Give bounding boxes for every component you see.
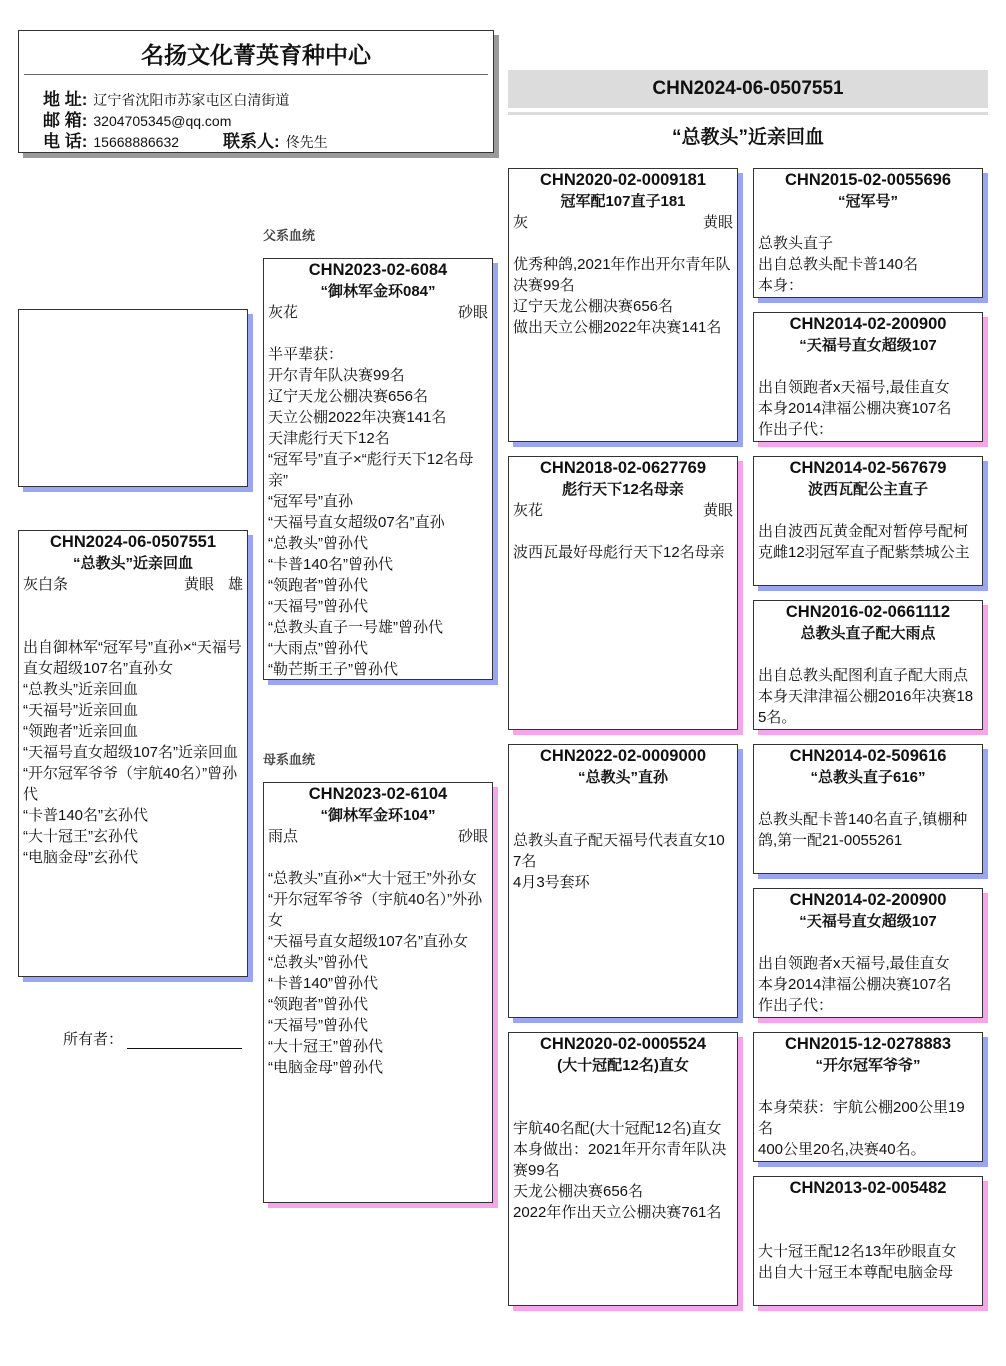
note-line: 出自总教头配卡普140名 <box>758 256 919 273</box>
note-line: “总教头”曾孙代 <box>268 954 368 971</box>
pigeon-name: 波西瓦配公主直子 <box>807 481 928 498</box>
pigeon-name <box>758 1199 978 1220</box>
note-line: 出自领跑者x天福号,最佳直女 <box>758 955 950 972</box>
pigeon-card-sds <box>753 456 983 586</box>
note-line: 辽宁天龙公棚决赛656名 <box>513 298 674 315</box>
note-line: 大十冠王配12名13年砂眼直女 <box>758 1243 957 1260</box>
ring-number: CHN2014-02-200900 <box>789 891 947 909</box>
breeder-info-card <box>18 30 494 153</box>
phone-row <box>43 127 328 152</box>
note-line: 做出天立公棚2022年决赛141名 <box>513 319 722 336</box>
pigeon-card-dam <box>263 782 493 1203</box>
color-eye-row <box>758 212 978 233</box>
eye-sex <box>444 302 488 323</box>
spacer <box>23 616 243 637</box>
note-line: “领跑者”近亲回血 <box>23 723 138 740</box>
note-line: 出自御林军“冠军号”直孙×“天福号直女超级107名”直孙女 <box>23 639 242 677</box>
spacer <box>268 323 488 344</box>
pigeon-card-sire <box>263 258 493 680</box>
note-line: 出自总教头配图利直子配大雨点本身天津津福公棚2016年决赛185名。 <box>758 667 974 726</box>
pigeon-name: “总教头”直孙 <box>577 769 668 786</box>
divider <box>508 112 988 115</box>
owner-blank-line <box>127 1032 242 1049</box>
feather-color: 雨点 <box>268 828 299 845</box>
pigeon-name: “总教头”近亲回血 <box>72 555 193 572</box>
ring-number: CHN2015-02-0055696 <box>784 171 952 189</box>
note-line: “电脑金母”曾孙代 <box>268 1059 383 1076</box>
breeder-name: 名扬文化菁英育种中心 <box>141 42 371 68</box>
pigeon-card-ss <box>508 168 738 442</box>
pigeon-name: 冠军配107直子181 <box>560 193 686 210</box>
note-line: 天龙公棚决赛656名 <box>513 1183 644 1200</box>
pigeon-card-sd <box>508 456 738 730</box>
note-line: 出自大十冠王本尊配电脑金母 <box>758 1264 954 1281</box>
spacer <box>23 595 243 616</box>
note-line: 400公里20名,决赛40名。 <box>758 1141 926 1158</box>
note-line: “天福号直女超级07名”直孙 <box>268 514 445 531</box>
eye-sex <box>719 788 733 809</box>
color-eye-row <box>758 788 978 809</box>
divider <box>24 74 488 75</box>
ring-number: CHN2023-02-6104 <box>308 785 448 803</box>
pigeon-name: “开尔冠军爷爷” <box>815 1057 921 1074</box>
eye-type: 黄眼 <box>183 576 214 593</box>
note-line: “总教头”近亲回血 <box>23 681 138 698</box>
owner-label: 所有者： <box>63 1031 124 1048</box>
note-line: 作出子代： <box>758 997 834 1014</box>
color-eye-row <box>758 500 978 521</box>
color-eye-row <box>513 1076 733 1097</box>
note-line: 出自波西瓦黄金配对暂停号配柯克雌12羽冠军直子配紫禁城公主 <box>758 523 970 561</box>
pigeon-name: 总教头直子配大雨点 <box>800 625 936 642</box>
email-value: 3204705345@qq.com <box>93 113 232 129</box>
feather-color: 灰花 <box>268 304 299 321</box>
eye-type: 砂眼 <box>457 828 488 845</box>
color-eye-row <box>758 932 978 953</box>
note-line: 2022年作出天立公棚决赛761名 <box>513 1204 722 1221</box>
address-label: 地 址: <box>43 90 88 109</box>
pigeon-card-ddd <box>753 1176 983 1306</box>
color-eye-row <box>513 788 733 809</box>
feather-color: 灰花 <box>513 502 544 519</box>
color-eye-row <box>268 826 488 847</box>
note-line: “电脑金母”玄孙代 <box>23 849 138 866</box>
note-line: 作出子代： <box>758 421 834 438</box>
color-eye-row <box>513 500 733 521</box>
note-line: 总教头直子配天福号代表直女107名 <box>513 832 725 870</box>
photo-placeholder <box>18 309 248 487</box>
pigeon-name: “冠军号” <box>837 193 898 210</box>
subject-name-title: “总教头”近亲回血 <box>671 127 824 148</box>
note-line: 半平辈获： <box>268 346 344 363</box>
spacer <box>513 1097 733 1118</box>
eye-type: 黄眼 <box>702 502 733 519</box>
eye-sex <box>689 212 733 233</box>
note-line: “开尔冠军爷爷（宇航40名）”外孙女 <box>268 891 483 929</box>
note-line: 总教头直子 <box>758 235 834 252</box>
pigeon-name: 彪行天下12名母亲 <box>562 481 684 498</box>
subject-ring-banner: CHN2024-06-0507551 <box>508 70 988 108</box>
ring-number: CHN2015-12-0278883 <box>784 1035 952 1053</box>
note-line: “天福号”曾孙代 <box>268 598 368 615</box>
note-line: “领跑者”曾孙代 <box>268 577 368 594</box>
spacer <box>268 847 488 868</box>
phone-value: 15668886632 <box>93 134 180 150</box>
note-line: “天福号直女超级107名”近亲回血 <box>23 744 239 761</box>
pigeon-name: “御林军金环104” <box>320 807 436 824</box>
note-line: “开尔冠军爷爷（宇航40名）”曾孙代 <box>23 765 238 803</box>
contact-value: 佟先生 <box>285 134 328 150</box>
eye-type: 砂眼 <box>457 304 488 321</box>
note-line: “卡普140”曾孙代 <box>268 975 379 992</box>
note-line: 开尔青年队决赛99名 <box>268 367 405 384</box>
email-label: 邮 箱: <box>43 111 88 130</box>
note-line: “总教头直子一号雄”曾孙代 <box>268 619 443 636</box>
spacer <box>513 809 733 830</box>
eye-sex <box>170 574 243 595</box>
color-eye-row <box>513 212 733 233</box>
feather-color: 灰 <box>513 214 529 231</box>
pigeon-name: “天福号直女超级107 <box>799 913 937 930</box>
ring-number: CHN2023-02-6084 <box>308 261 448 279</box>
owner-field <box>63 1028 242 1049</box>
note-line: “总教头”曾孙代 <box>268 535 368 552</box>
pigeon-name: “总教头直子616” <box>810 769 926 786</box>
note-line: “冠军号”直孙 <box>268 493 353 510</box>
eye-sex <box>444 826 488 847</box>
note-line: “大十冠王”玄孙代 <box>23 828 138 845</box>
spacer <box>513 521 733 542</box>
note-line: 优秀种鸽,2021年作出开尔青年队决赛99名 <box>513 256 731 294</box>
pigeon-card-dds <box>753 1032 983 1162</box>
note-line: “卡普140名”曾孙代 <box>268 556 394 573</box>
note-line: 本身做出：2021年开尔青年队决赛99名 <box>513 1141 727 1179</box>
spacer <box>513 233 733 254</box>
note-line: 辽宁天龙公棚决赛656名 <box>268 388 429 405</box>
feather-color: 灰白条 <box>23 576 69 593</box>
note-line: “天福号”曾孙代 <box>268 1017 368 1034</box>
sire-line-label: 父系血统 <box>263 228 316 243</box>
pigeon-card-subject <box>18 530 248 977</box>
pigeon-card-ssd <box>753 312 983 442</box>
ring-number: CHN2018-02-0627769 <box>539 459 707 477</box>
note-line: “领跑者”曾孙代 <box>268 996 368 1013</box>
note-line: 本身： <box>758 277 804 294</box>
ring-number: CHN2022-02-0009000 <box>539 747 707 765</box>
pigeon-name: “御林军金环084” <box>320 283 436 300</box>
note-line: 波西瓦最好母彪行天下12名母亲 <box>513 544 725 561</box>
note-line: “天福号”近亲回血 <box>23 702 138 719</box>
color-eye-row <box>758 1220 978 1241</box>
pigeon-card-ds <box>508 744 738 1018</box>
note-line: 出自领跑者x天福号,最佳直女 <box>758 379 950 396</box>
eye-sex <box>719 1076 733 1097</box>
color-eye-row <box>268 302 488 323</box>
pigeon-card-dsd <box>753 888 983 1018</box>
ring-number: CHN2014-02-200900 <box>789 315 947 333</box>
note-line: 本身2014津福公棚决赛107名 <box>758 976 952 993</box>
note-line: 本身2014津福公棚决赛107名 <box>758 400 952 417</box>
phone-label: 电 话: <box>43 132 88 151</box>
contact-label: 联系人: <box>223 132 280 151</box>
address-value: 辽宁省沈阳市苏家屯区白清街道 <box>93 92 290 108</box>
note-line: “大雨点”曾孙代 <box>268 640 368 657</box>
pigeon-name: “天福号直女超级107 <box>799 337 937 354</box>
note-line: 天立公棚2022年决赛141名 <box>268 409 447 426</box>
note-line: 总教头配卡普140名直子,镇棚种鸽,第一配21-0055261 <box>758 811 968 849</box>
color-eye-row <box>758 356 978 377</box>
sex: 雄 <box>227 576 243 593</box>
pigeon-card-dd <box>508 1032 738 1306</box>
note-line: 4月3号套环 <box>513 874 590 891</box>
note-line: “大十冠王”曾孙代 <box>268 1038 383 1055</box>
ring-number: CHN2024-06-0507551 <box>49 533 217 551</box>
note-line: “卡普140名”玄孙代 <box>23 807 149 824</box>
note-line: “天福号直女超级107名”直孙女 <box>268 933 469 950</box>
color-eye-row <box>758 1076 978 1097</box>
eye-sex <box>689 500 733 521</box>
pigeon-card-sdd <box>753 600 983 730</box>
note-line: “冠军号”直子×“彪行天下12名母亲” <box>268 451 474 489</box>
color-eye-row <box>758 644 978 665</box>
eye-type: 黄眼 <box>702 214 733 231</box>
ring-number: CHN2020-02-0009181 <box>539 171 707 189</box>
note-line: 本身荣获：宇航公棚200公里19名 <box>758 1099 965 1137</box>
ring-number: CHN2014-02-509616 <box>789 747 947 765</box>
pigeon-card-sss <box>753 168 983 298</box>
ring-number: CHN2016-02-0661112 <box>785 603 951 621</box>
color-eye-row <box>23 574 243 595</box>
pigeon-name: (大十冠配12名)直女 <box>557 1057 689 1074</box>
pigeon-card-dss <box>753 744 983 874</box>
note-line: 宇航40名配(大十冠配12名)直女 <box>513 1120 722 1137</box>
ring-number: CHN2013-02-005482 <box>789 1179 947 1197</box>
ring-number: CHN2014-02-567679 <box>789 459 947 477</box>
note-line: “总教头”直孙×“大十冠王”外孙女 <box>268 870 477 887</box>
ring-number: CHN2020-02-0005524 <box>539 1035 707 1053</box>
note-line: “勒芒斯王子”曾孙代 <box>268 661 398 678</box>
dam-line-label: 母系血统 <box>263 752 316 767</box>
note-line: 天津彪行天下12名 <box>268 430 390 447</box>
